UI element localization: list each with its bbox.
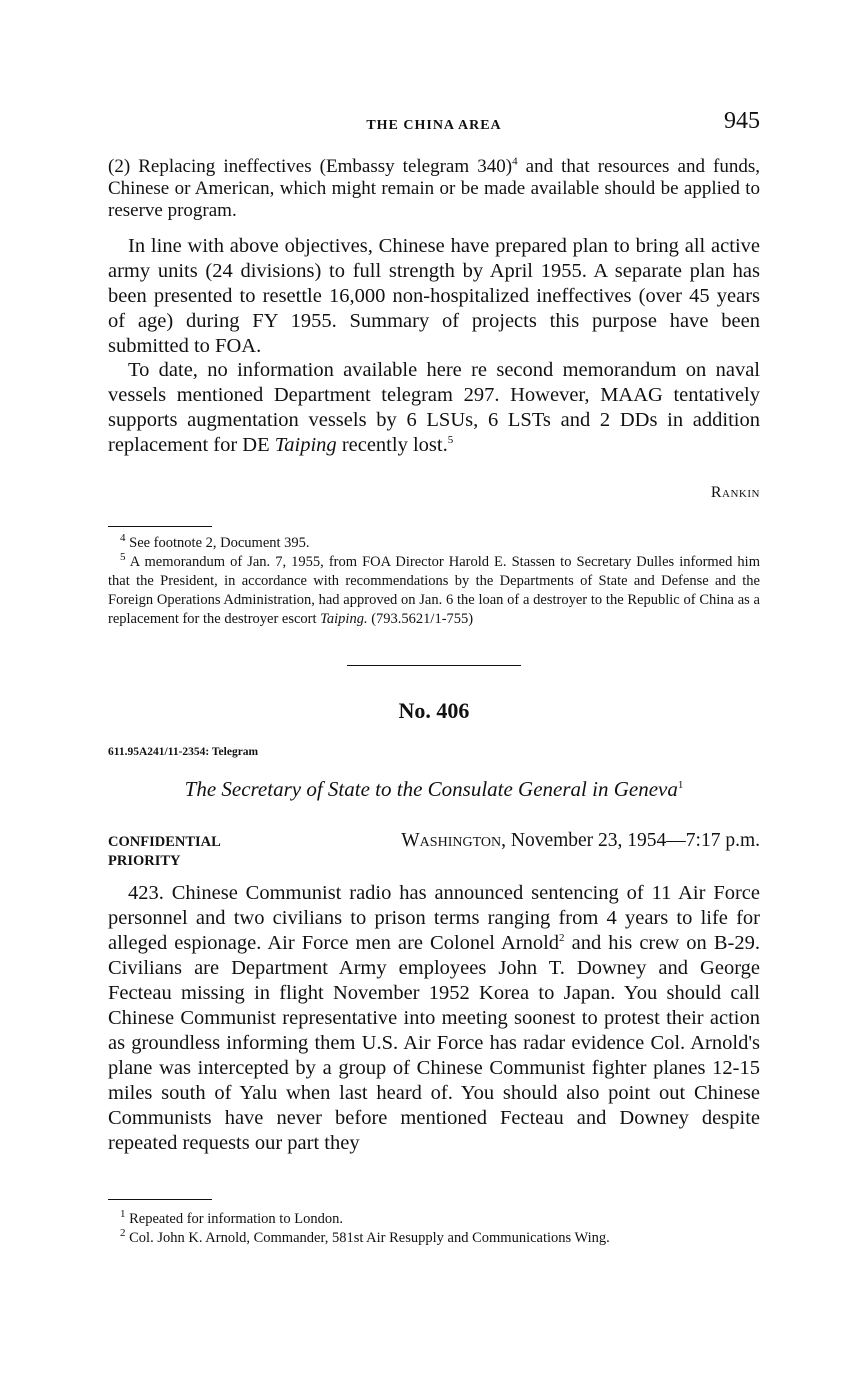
priority: PRIORITY	[108, 853, 181, 869]
page-header	[108, 108, 760, 142]
footnote-4: $^4$ See footnote 2, Document 395.	[120, 532, 310, 551]
footnote-ref-1: 1	[677, 779, 684, 791]
footnote-rule	[108, 526, 212, 527]
footnote-5: $^5$ A memorandum of Jan. 7, 1955, from FOA Director Harold E. Stassen to Secretary Dulles informed him that the President, in accordance with recommendations by the Departments of State and Defense and the Foreign Operations Administration, had approved on Jan. 6 the loan of a destroyer to the Republic of China as a replacement for the destroyer escort Taiping. (793.5621/1-755)	[108, 551, 760, 627]
footnote-ref-2: 2	[559, 932, 565, 945]
dateline: Washington, November 23, 1954—7:17 p.m.	[401, 830, 760, 851]
objectives-paragraph: In line with above objectives, Chinese have prepared plan to bring all active army units (24 divisions) to full strength by April 1955. A separate plan has been presented to resettle 16,000 non-hospitalized ineffectives (over 45 years of age) during FY 1955. Summary of projects this purpose have been submitted to FOA.	[108, 235, 760, 357]
footnote-1: $^1$ Repeated for information to London.	[120, 1208, 343, 1227]
footnotes-bottom	[108, 1210, 760, 1248]
page-number: 945	[724, 108, 760, 134]
section-divider	[347, 665, 521, 666]
running-head: THE CHINA AREA	[366, 118, 502, 133]
footnotes-top	[108, 534, 760, 629]
dateline-row	[108, 830, 760, 854]
footnote-ref-5: 5	[447, 434, 454, 447]
footnote-rule-bottom	[108, 1199, 212, 1200]
file-reference: 611.95A241/11-2354: Telegram	[108, 746, 259, 758]
signature: Rankin	[710, 484, 760, 501]
ship-name: Taiping	[274, 434, 337, 456]
continuation-paragraph: (2) Replacing ineffectives (Embassy telegram 340)$^4$ and that resources and funds, Chinese or American, which might remain or be made available should be applied to reserve program.	[108, 155, 760, 221]
footnote-ref-4: 4	[512, 155, 518, 168]
document-title: The Secretary of State to the Consulate General in Geneva$^1$	[184, 777, 684, 801]
document-number: No. 406	[398, 698, 470, 723]
footnote-2: $^2$ Col. John K. Arnold, Commander, 581st Air Resupply and Communications Wing.	[120, 1227, 610, 1246]
naval-vessels-paragraph: To date, no information available here re second memorandum on naval vessels mentioned Department telegram 297. However, MAAG tentatively supports augmentation vessels by 6 LSUs, 6 LSTs and 2 DDs in addition replacement for DE Taiping recently lost.$^5$	[108, 359, 760, 456]
classification: CONFIDENTIAL	[108, 834, 221, 850]
telegram-body: 423. Chinese Communist radio has announced sentencing of 11 Air Force personnel and two civilians to prison terms ranging from 4 years to life for alleged espionage. Air Force men are Colonel Arnold$^2$ and his crew on B-29. Civilians are Department Army employees John T. Downey and George Fecteau missing in flight November 1952 Korea to Japan. You should call Chinese Communist representative into meeting soonest to protest their action as groundless informing them U.S. Air Force has radar evidence Col. Arnold's plane was intercepted by a group of Chinese Communist fighter planes 12-15 miles south of Yalu when last heard of. You should also point out Chinese Communists have never before mentioned Fecteau and Downey despite repeated requests our part they	[108, 882, 760, 1154]
